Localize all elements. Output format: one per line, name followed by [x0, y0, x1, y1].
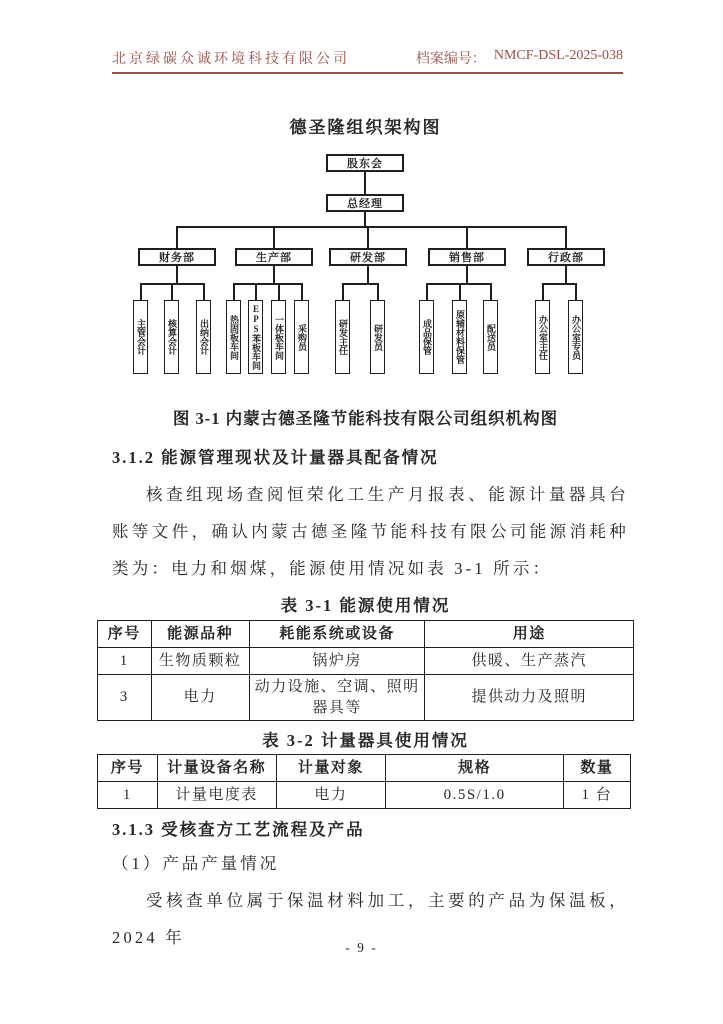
- connector-line: [273, 266, 275, 283]
- org-node-position: EPS苯板车间: [248, 300, 263, 374]
- org-node-dept: 销售部: [428, 248, 506, 266]
- table-header-cell: 数量: [563, 755, 630, 782]
- table-cell: 0.5S/1.0: [386, 782, 563, 809]
- table-cell: 3: [98, 675, 152, 721]
- org-chart: [97, 148, 634, 400]
- connector-line: [255, 283, 257, 300]
- connector-line: [364, 172, 366, 194]
- table-cell: 计量电度表: [157, 782, 276, 809]
- table-meter-title: 表 3-2 计量器具使用情况: [262, 731, 469, 750]
- org-node-position: 办公室专员: [568, 300, 583, 374]
- table-header-cell: 序号: [98, 755, 158, 782]
- table-cell: 动力设施、空调、照明器具等: [249, 675, 425, 721]
- org-node-position: 原辅材料保管: [452, 300, 467, 374]
- org-node-position: 配送员: [483, 300, 498, 374]
- page-header: [112, 46, 623, 74]
- connector-line: [377, 283, 379, 300]
- table-cell: 电力: [276, 782, 386, 809]
- org-node-dept: 研发部: [329, 248, 407, 266]
- table-header-cell: 规格: [386, 755, 563, 782]
- page-number: - 9 -: [345, 940, 378, 955]
- connector-line: [176, 266, 178, 283]
- figure-caption: 图 3-1 内蒙古德圣隆节能科技有限公司组织机构图: [172, 409, 559, 428]
- paragraph-3-1-2: 核查组现场查阅恒荣化工生产月报表、能源计量器具台账等文件，确认内蒙古德圣隆节能科技有限公司能源消耗种类为：电力和烟煤，能源使用情况如表 3-1 所示：: [112, 485, 629, 578]
- table-cell: 1: [98, 648, 152, 675]
- connector-line: [459, 283, 461, 300]
- metering-device-table: [97, 754, 631, 809]
- org-node-position: 研发员: [370, 300, 385, 374]
- connector-line: [278, 283, 280, 300]
- archive-value: NMCF-DSL-2025-038: [493, 48, 623, 63]
- connector-line: [140, 283, 142, 300]
- table-header-cell: 耗能系统或设备: [249, 621, 425, 648]
- connector-line: [364, 212, 366, 226]
- section-heading-3-1-3: 3.1.3 受核查方工艺流程及产品: [112, 820, 365, 839]
- archive-number: [416, 48, 623, 68]
- table-cell: 电力: [151, 675, 249, 721]
- connector-line: [565, 266, 567, 283]
- connector-line: [542, 283, 577, 285]
- org-node-position: 热固板车间: [226, 300, 241, 374]
- connector-line: [342, 283, 344, 300]
- connector-line: [233, 283, 235, 300]
- table-header-cell: 能源品种: [151, 621, 249, 648]
- org-node-dept: 行政部: [527, 248, 605, 266]
- connector-line: [466, 226, 468, 248]
- table-header-cell: 用途: [425, 621, 634, 648]
- org-node-root: 股东会: [326, 154, 404, 172]
- connector-line: [342, 283, 379, 285]
- connector-line: [176, 226, 178, 248]
- section-heading-3-1-2: 3.1.2 能源管理现状及计量器具配备情况: [112, 448, 439, 467]
- org-chart-title: 德圣隆组织架构图: [289, 118, 442, 137]
- org-node-manager: 总经理: [326, 194, 404, 212]
- table-cell: 锅炉房: [249, 648, 425, 675]
- org-node-position: 采购员: [294, 300, 309, 374]
- connector-line: [426, 283, 428, 300]
- table-header-cell: 计量设备名称: [157, 755, 276, 782]
- table-row: [98, 648, 634, 675]
- table-cell: 供暖、生产蒸汽: [425, 648, 634, 675]
- connector-line: [542, 283, 544, 300]
- table-row: [98, 782, 631, 809]
- org-node-dept: 生产部: [235, 248, 313, 266]
- archive-label: 档案编号：: [415, 52, 486, 67]
- paragraph-3-1-3: 受核查单位属于保温材料加工，主要的产品为保温板，2024 年: [112, 891, 629, 947]
- connector-line: [203, 283, 205, 300]
- table-cell: 提供动力及照明: [425, 675, 634, 721]
- table-cell: 生物质颗粒: [151, 648, 249, 675]
- connector-line: [273, 226, 275, 248]
- org-node-position: 一体板车间: [271, 300, 286, 374]
- connector-line: [301, 283, 303, 300]
- org-node-position: 出纳会计: [196, 300, 211, 374]
- table-row: [98, 675, 634, 721]
- org-node-position: 办公室主任: [535, 300, 550, 374]
- connector-line: [171, 283, 173, 300]
- company-name: 北京绿碳众诚环境科技有限公司: [112, 52, 350, 67]
- connector-line: [565, 226, 567, 248]
- table-header-cell: 序号: [98, 621, 152, 648]
- energy-usage-table: [97, 620, 634, 721]
- connector-line: [367, 226, 369, 248]
- connector-line: [490, 283, 492, 300]
- connector-line: [367, 266, 369, 283]
- connector-line: [575, 283, 577, 300]
- subsection-1-label: （1）产品产量情况: [112, 854, 280, 873]
- connector-line: [176, 226, 567, 228]
- table-cell: 1: [98, 782, 158, 809]
- org-node-dept: 财务部: [138, 248, 216, 266]
- org-node-position: 核算会计: [164, 300, 179, 374]
- table-energy-title: 表 3-1 能源使用情况: [280, 596, 451, 615]
- org-node-position: 主管会计: [133, 300, 148, 374]
- org-node-position: 成品保管: [419, 300, 434, 374]
- table-header-cell: 计量对象: [276, 755, 386, 782]
- connector-line: [466, 266, 468, 283]
- org-node-position: 研发主任: [335, 300, 350, 374]
- table-cell: 1 台: [563, 782, 630, 809]
- connector-line: [233, 283, 303, 285]
